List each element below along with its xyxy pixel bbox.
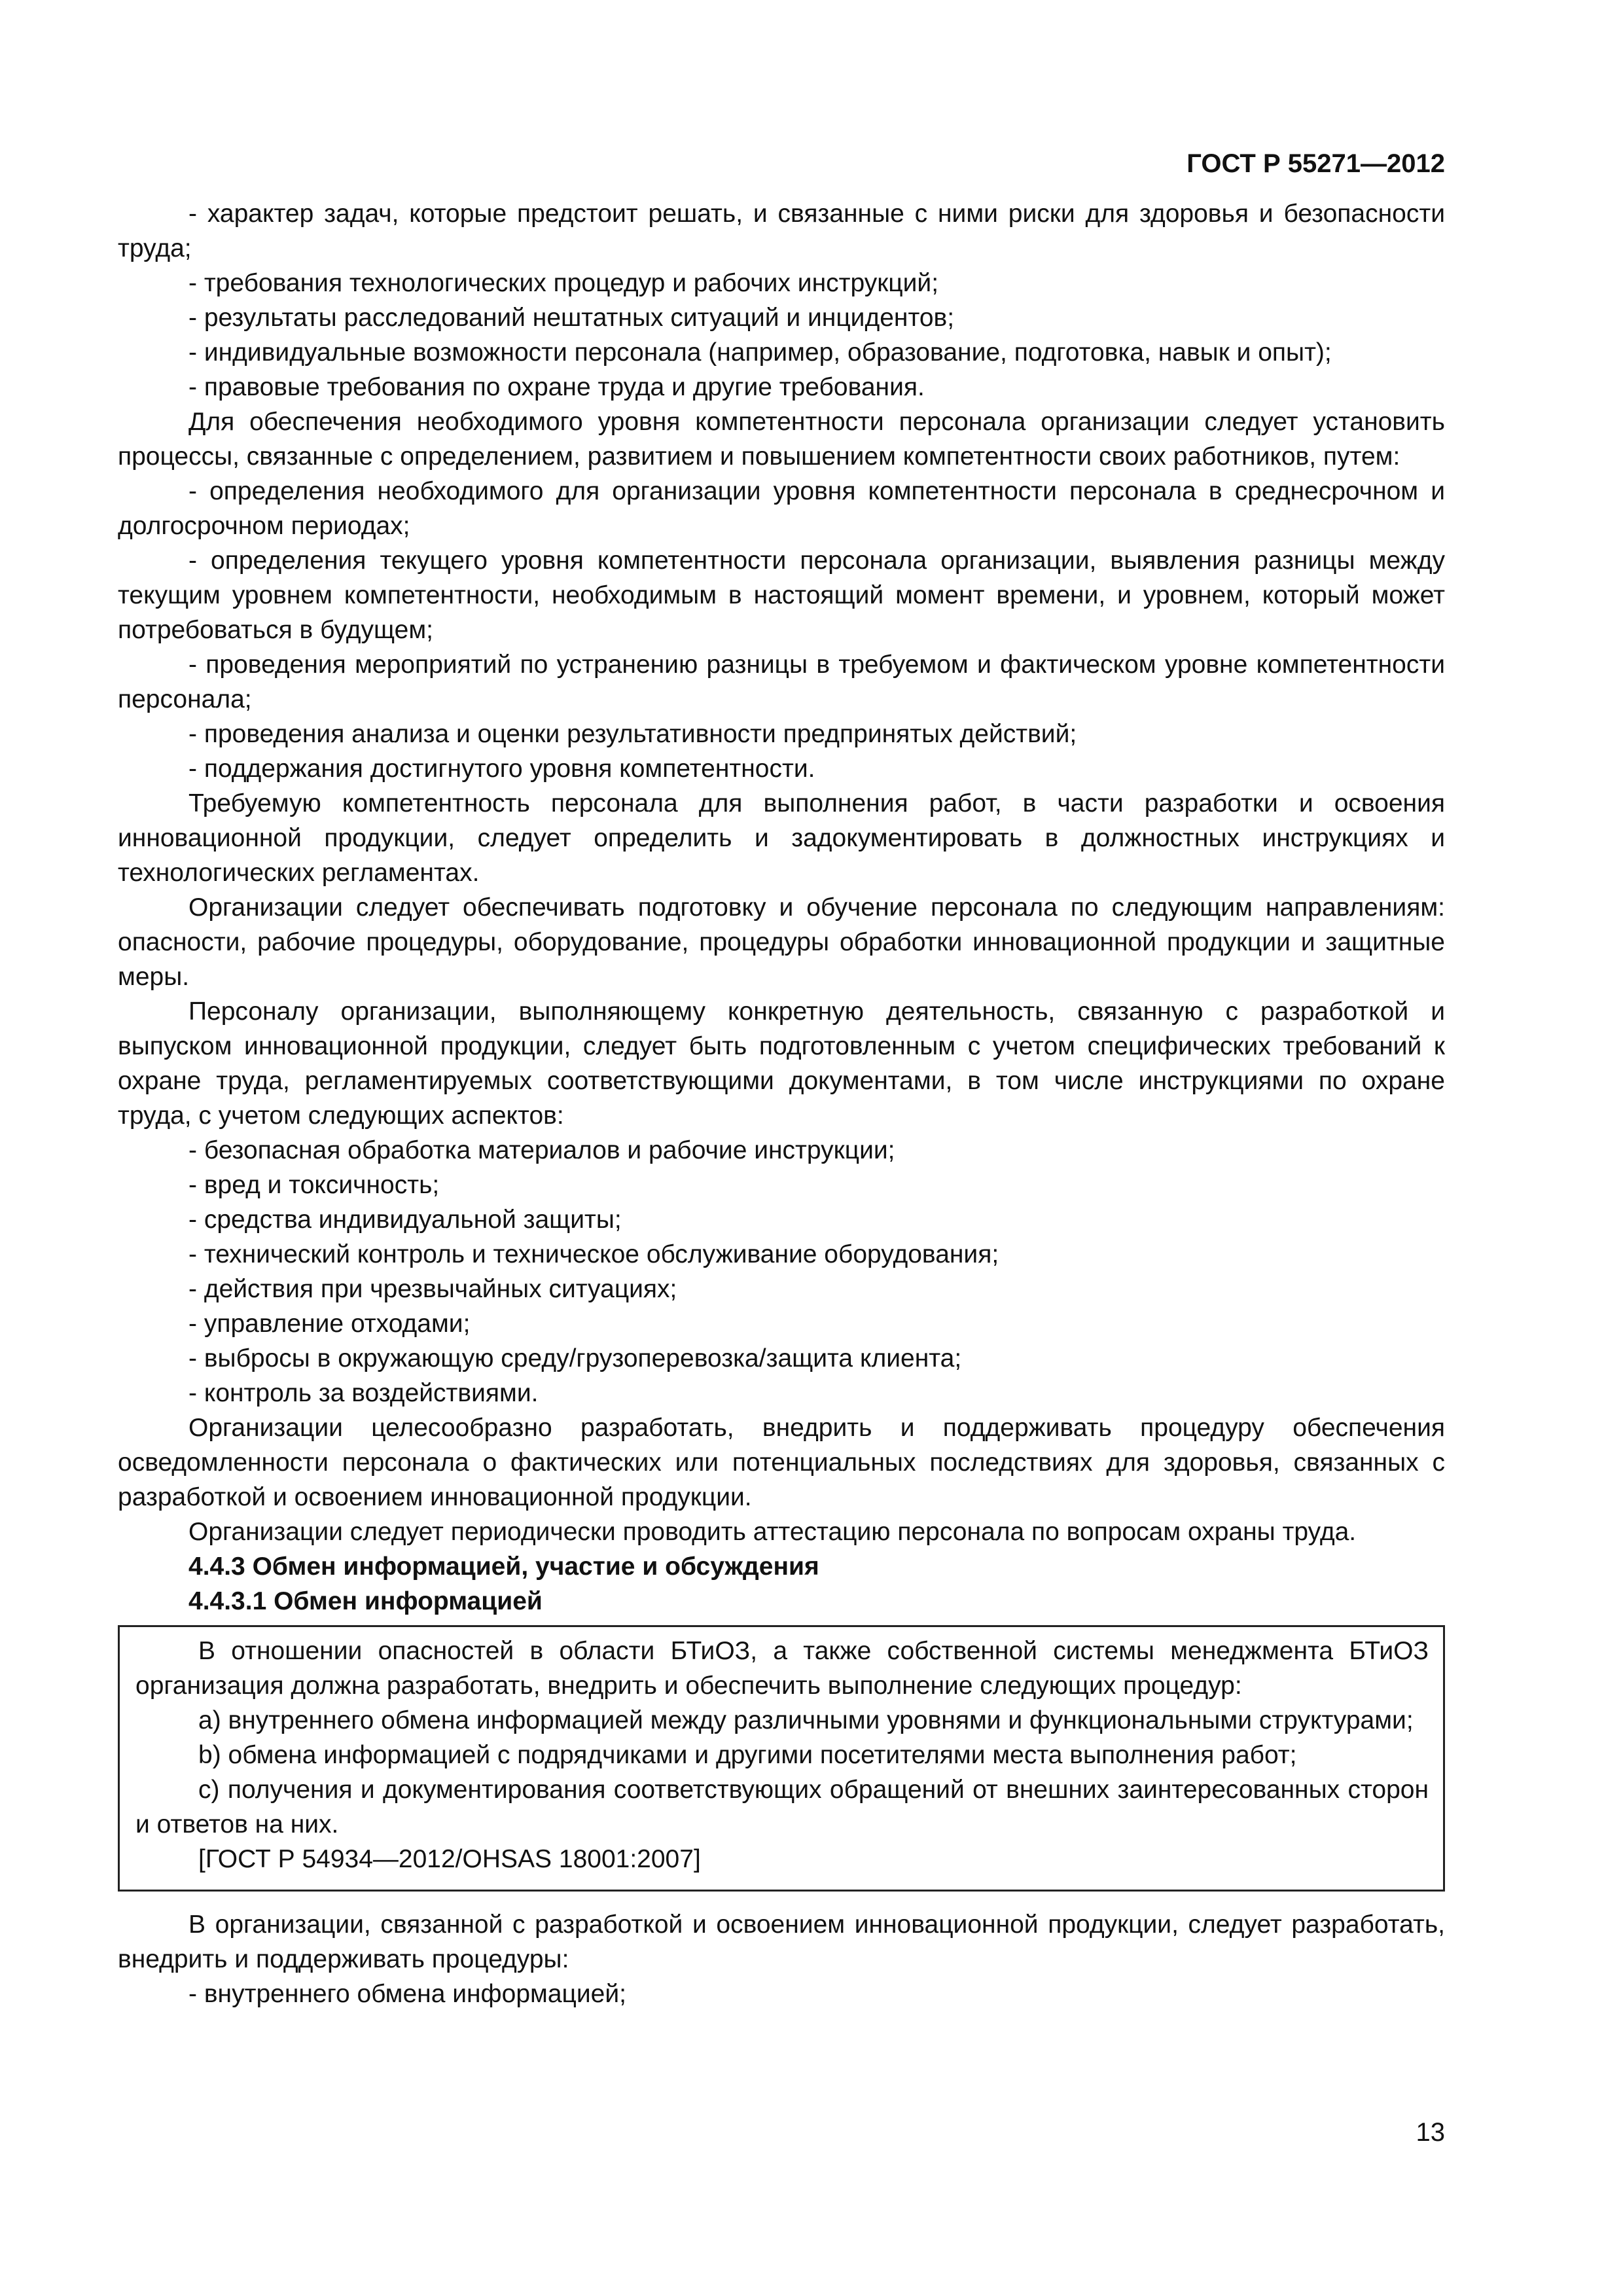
paragraph: Организации следует обеспечивать подготовку и обучение персонала по следующим направлениям: опасности, рабочие процедуры, оборудование, процедуры обработки инновационной продукции и защитные меры.	[118, 893, 1445, 991]
paragraph: - проведения мероприятий по устранению разницы в требуемом и фактическом уровне компетентности персонала;	[118, 651, 1445, 713]
quote-list-item: a) внутреннего обмена информацией между различными уровнями и функциональными структурами;	[198, 1706, 1414, 1734]
paragraph: Организации целесообразно разработать, внедрить и поддерживать процедуру обеспечения осведомленности персонала о фактических или потенциальных последствиях для здоровья, связанных с разработкой и освоением инновационной продукции.	[118, 1414, 1445, 1511]
paragraph: В организации, связанной с разработкой и освоением инновационной продукции, следует разработать, внедрить и поддерживать процедуры:	[118, 1910, 1445, 1973]
paragraph: - поддержания достигнутого уровня компетентности.	[188, 755, 815, 783]
paragraph: - правовые требования по охране труда и другие требования.	[188, 373, 925, 401]
list-item: - технический контроль и техническое обслуживание оборудования;	[188, 1240, 999, 1268]
page-number: 13	[1416, 2118, 1445, 2147]
paragraph: - характер задач, которые предстоит решать, и связанные с ними риски для здоровья и безопасности труда;	[118, 200, 1445, 262]
paragraph: Организации следует периодически проводить аттестацию персонала по вопросам охраны труда.	[188, 1518, 1357, 1546]
list-item: - средства индивидуальной защиты;	[188, 1206, 622, 1234]
paragraph: Для обеспечения необходимого уровня компетентности персонала организации следует установить процессы, связанные с определением, развитием и повышением компетентности своих работников, путем:	[118, 408, 1445, 471]
paragraph: Персоналу организации, выполняющему конкретную деятельность, связанную с разработкой и выпуском инновационной продукции, следует быть подготовленным с учетом специфических требований к охране труда, регламентируемых соответствующими документами, в том числе инструкциями по охране труда, с учетом следующих аспектов:	[118, 997, 1445, 1130]
list-item: - внутреннего обмена информацией;	[188, 1980, 626, 2008]
standard-reference: [ГОСТ Р 54934—2012/OHSAS 18001:2007]	[198, 1845, 701, 1873]
paragraph: - результаты расследований нештатных ситуаций и инцидентов;	[188, 304, 955, 332]
paragraph: Требуемую компетентность персонала для выполнения работ, в части разработки и освоения инновационной продукции, следует определить и задокументировать в должностных инструкциях и технологических регламентах.	[118, 789, 1445, 887]
paragraph: - определения текущего уровня компетентности персонала организации, выявления разницы между текущим уровнем компетентности, необходимым в настоящий момент времени, и уровнем, который может потребоваться в будущем;	[118, 547, 1445, 644]
paragraph: - определения необходимого для организации уровня компетентности персонала в среднесрочном и долгосрочном периодах;	[118, 477, 1445, 540]
list-item: - действия при чрезвычайных ситуациях;	[188, 1275, 677, 1303]
paragraph: - проведения анализа и оценки результативности предпринятых действий;	[188, 720, 1077, 748]
list-item: - контроль за воздействиями.	[188, 1379, 539, 1407]
quote-list-item: c) получения и документирования соответствующих обращений от внешних заинтересованных сторон и ответов на них.	[135, 1776, 1429, 1839]
subsection-heading: 4.4.3.1 Обмен информацией	[188, 1587, 543, 1615]
list-item: - управление отходами;	[188, 1310, 471, 1338]
standard-quote-box	[118, 1625, 1445, 1892]
quote-paragraph: В отношении опасностей в области БТиОЗ, а также собственной системы менеджмента БТиОЗ организация должна разработать, внедрить и обеспечить выполнение следующих процедур:	[135, 1637, 1429, 1700]
list-item: - вред и токсичность;	[188, 1171, 440, 1199]
section-heading: 4.4.3 Обмен информацией, участие и обсуждения	[188, 1552, 819, 1581]
main-text	[118, 196, 1445, 2011]
quote-list-item: b) обмена информацией с подрядчиками и другими посетителями места выполнения работ;	[198, 1741, 1297, 1769]
document-code-header: ГОСТ Р 55271—2012	[1186, 149, 1445, 178]
list-item: - выбросы в окружающую среду/грузоперевозка/защита клиента;	[188, 1344, 962, 1372]
paragraph: - индивидуальные возможности персонала (например, образование, подготовка, навык и опыт);	[188, 338, 1332, 367]
paragraph: - требования технологических процедур и рабочих инструкций;	[188, 269, 939, 297]
list-item: - безопасная обработка материалов и рабочие инструкции;	[188, 1136, 895, 1164]
